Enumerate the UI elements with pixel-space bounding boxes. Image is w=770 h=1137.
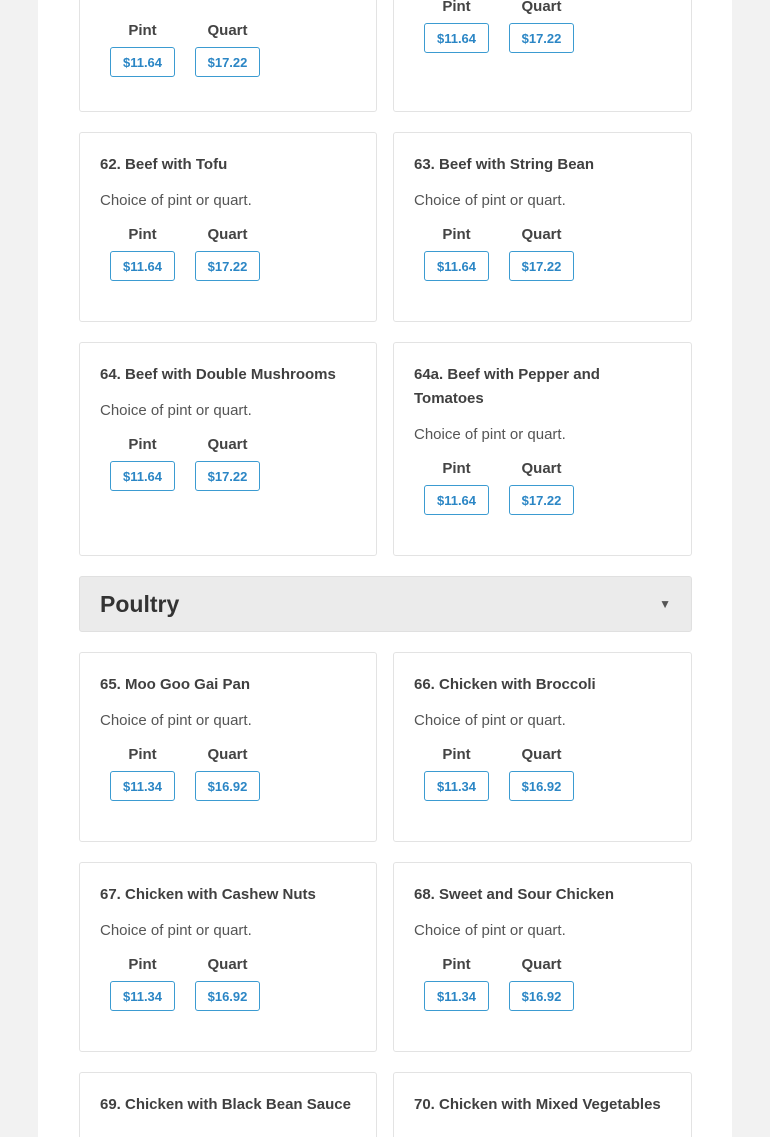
menu-item-card[interactable] — [79, 132, 377, 322]
quart-price-button[interactable]: $16.92 — [195, 981, 260, 1011]
pint-label: Pint — [128, 22, 157, 39]
pint-label: Pint — [442, 956, 471, 973]
menu-item-card[interactable] — [79, 1072, 377, 1137]
pint-price-button[interactable]: $11.64 — [110, 47, 175, 77]
caret-down-icon[interactable]: ▼ — [659, 597, 671, 611]
section-title: Poultry — [100, 590, 180, 617]
quart-label: Quart — [521, 956, 562, 973]
item-title: 66. Chicken with Broccoli — [414, 676, 596, 693]
item-description: Choice of pint or quart. — [414, 712, 566, 729]
menu-item-card[interactable] — [393, 132, 692, 322]
quart-price-button[interactable]: $16.92 — [509, 981, 574, 1011]
quart-label: Quart — [521, 226, 562, 243]
pint-label: Pint — [128, 956, 157, 973]
pint-price-button[interactable]: $11.64 — [424, 251, 489, 281]
pint-price-button[interactable]: $11.64 — [424, 23, 489, 53]
quart-label: Quart — [207, 746, 248, 763]
item-title: 69. Chicken with Black Bean Sauce — [100, 1096, 351, 1113]
item-description: Choice of pint or quart. — [100, 922, 252, 939]
quart-label: Quart — [207, 956, 248, 973]
menu-item-card[interactable] — [393, 652, 692, 842]
quart-label: Quart — [207, 22, 248, 39]
quart-price-button[interactable]: $17.22 — [509, 485, 574, 515]
quart-price-button[interactable]: $17.22 — [195, 461, 260, 491]
item-title: 64. Beef with Double Mushrooms — [100, 366, 336, 383]
item-description: Choice of pint or quart. — [414, 922, 566, 939]
pint-label: Pint — [442, 0, 471, 15]
menu-item-card[interactable] — [393, 342, 692, 556]
quart-price-button[interactable]: $16.92 — [509, 771, 574, 801]
pint-price-button[interactable]: $11.64 — [110, 461, 175, 491]
pint-label: Pint — [128, 436, 157, 453]
quart-label: Quart — [207, 436, 248, 453]
pint-label: Pint — [442, 460, 471, 477]
menu-item-card — [79, 0, 377, 112]
pint-price-button[interactable]: $11.34 — [110, 981, 175, 1011]
menu-item-card[interactable] — [79, 652, 377, 842]
item-description: Choice of pint or quart. — [100, 192, 252, 209]
pint-label: Pint — [442, 746, 471, 763]
quart-price-button[interactable]: $16.92 — [195, 771, 260, 801]
pint-price-button[interactable]: $11.64 — [110, 251, 175, 281]
item-title: 70. Chicken with Mixed Vegetables — [414, 1096, 661, 1113]
pint-price-button[interactable]: $11.64 — [424, 485, 489, 515]
quart-price-button[interactable]: $17.22 — [509, 251, 574, 281]
quart-price-button[interactable]: $17.22 — [509, 23, 574, 53]
item-title: 67. Chicken with Cashew Nuts — [100, 886, 316, 903]
item-title: 68. Sweet and Sour Chicken — [414, 886, 615, 903]
item-description: Choice of pint or quart. — [414, 426, 566, 443]
quart-price-button[interactable]: $17.22 — [195, 251, 260, 281]
item-title: 65. Moo Goo Gai Pan — [100, 676, 251, 693]
menu-item-card[interactable] — [393, 862, 692, 1052]
menu-page — [38, 0, 732, 1137]
item-title: 64a. Beef with Pepper and Tomatoes — [414, 366, 600, 407]
quart-label: Quart — [521, 746, 562, 763]
quart-label: Quart — [207, 226, 248, 243]
item-title: 62. Beef with Tofu — [100, 156, 228, 173]
menu-item-card — [393, 0, 692, 112]
menu-item-card[interactable] — [79, 862, 377, 1052]
menu-item-card[interactable] — [393, 1072, 692, 1137]
item-description: Choice of pint or quart. — [100, 712, 252, 729]
item-description: Choice of pint or quart. — [100, 402, 252, 419]
section-header-poultry[interactable] — [79, 576, 692, 632]
item-title: 63. Beef with String Bean — [414, 156, 595, 173]
quart-price-button[interactable]: $17.22 — [195, 47, 260, 77]
quart-label: Quart — [521, 0, 562, 15]
pint-price-button[interactable]: $11.34 — [424, 981, 489, 1011]
pint-label: Pint — [442, 226, 471, 243]
pint-label: Pint — [128, 746, 157, 763]
pint-label: Pint — [128, 226, 157, 243]
menu-item-card[interactable] — [79, 342, 377, 556]
pint-price-button[interactable]: $11.34 — [110, 771, 175, 801]
item-description: Choice of pint or quart. — [414, 192, 566, 209]
pint-price-button[interactable]: $11.34 — [424, 771, 489, 801]
quart-label: Quart — [521, 460, 562, 477]
